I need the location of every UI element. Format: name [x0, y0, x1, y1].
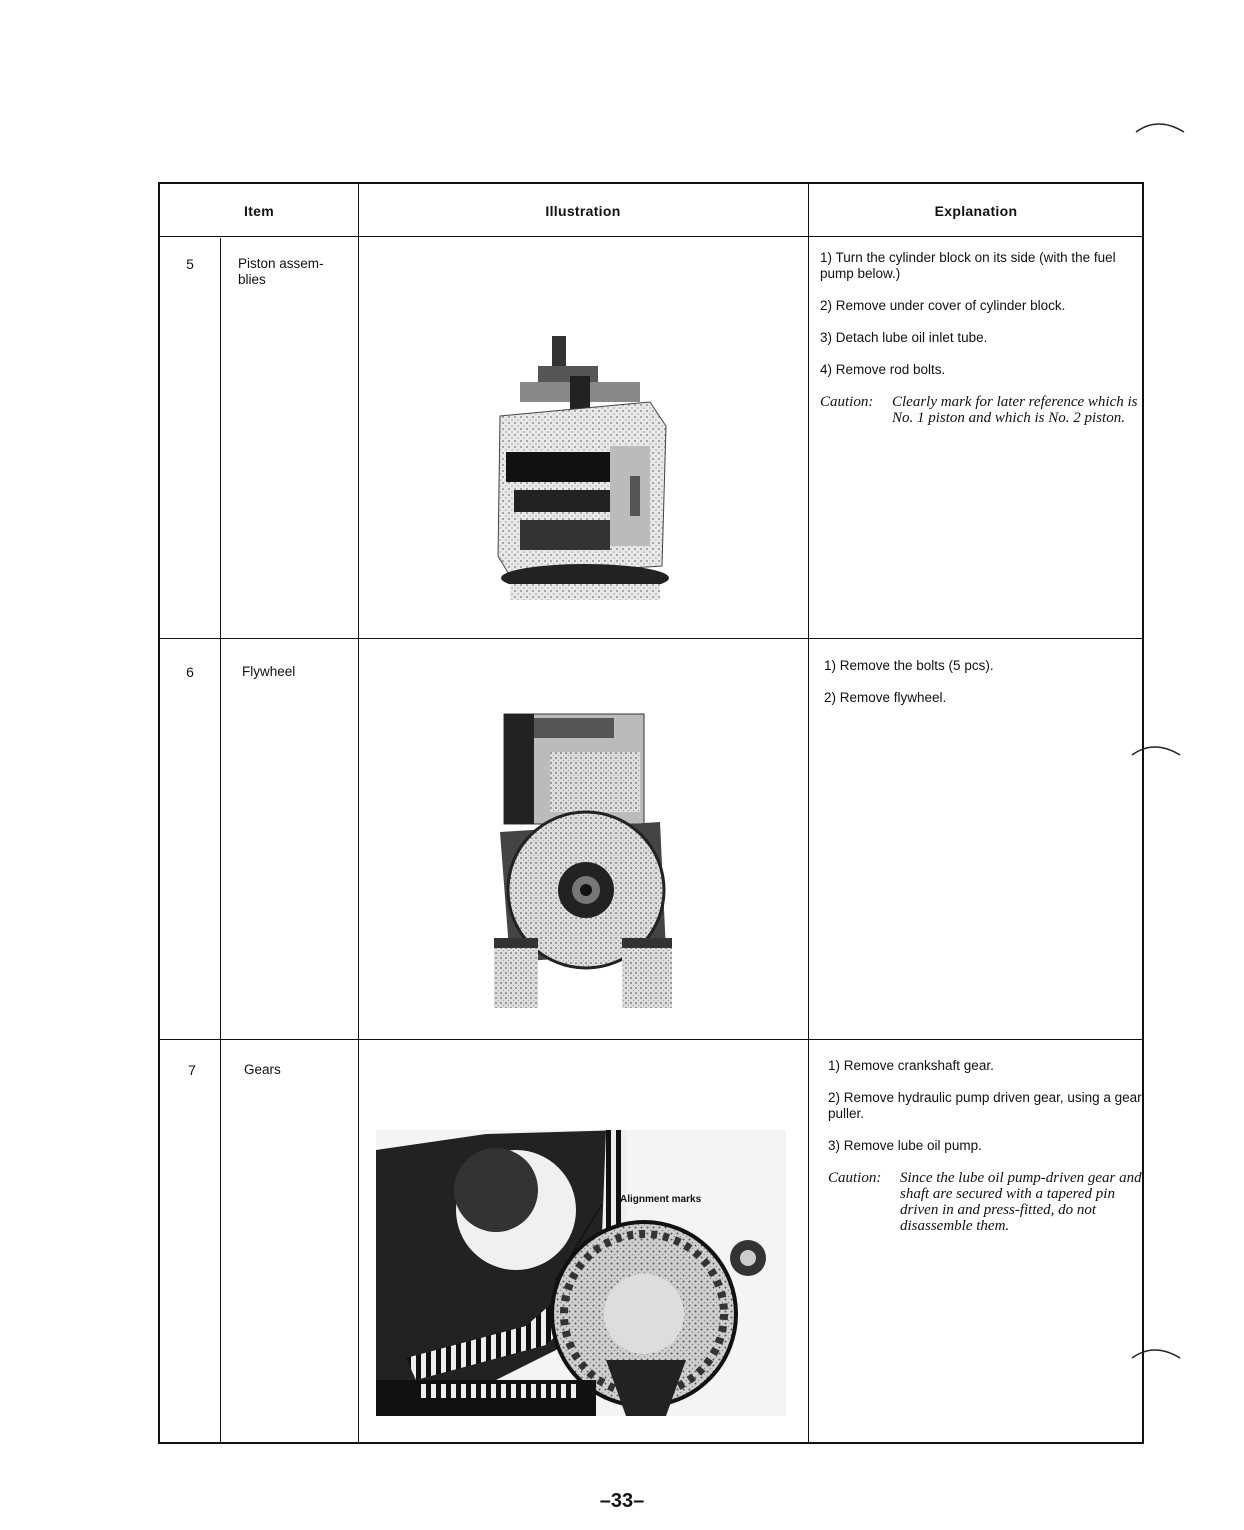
caution-label: Caution:	[828, 1170, 882, 1186]
step: 3) Remove lube oil pump.	[828, 1138, 982, 1153]
binder-mark-icon	[1124, 735, 1194, 775]
alignment-marks-callout: Alignment marks	[620, 1194, 702, 1205]
row-number: 6	[186, 664, 194, 680]
caution-text: Clearly mark for later reference which is No. 1 piston and which is No. 2 piston.	[892, 394, 1138, 426]
step: 1) Turn the cylinder block on its side (with the fuel pump below.)	[820, 250, 1116, 281]
row-divider-1	[160, 638, 1142, 639]
col-divider-illustration-explanation	[808, 184, 809, 1442]
header-illustration: Illustration	[545, 203, 621, 219]
item-name: Flywheel	[242, 664, 296, 679]
row-divider-2	[160, 1039, 1142, 1040]
item-name: Piston assem-blies	[238, 256, 324, 287]
step: 2) Remove flywheel.	[824, 690, 947, 705]
caution-text: Since the lube oil pump-driven gear and shaft are secured with a tapered pin driven in and press-fitted, do not disassemble them.	[900, 1170, 1142, 1234]
row-number: 5	[186, 256, 194, 272]
row-number: 7	[188, 1062, 196, 1078]
step: 2) Remove hydraulic pump driven gear, using a gear puller.	[828, 1090, 1142, 1121]
step: 2) Remove under cover of cylinder block.	[820, 298, 1066, 313]
step: 3) Detach lube oil inlet tube.	[820, 330, 988, 345]
binder-mark-icon	[1124, 1338, 1194, 1378]
item-name: Gears	[244, 1062, 281, 1077]
col-divider-item-illustration	[358, 184, 359, 1442]
binder-mark-icon	[1128, 112, 1198, 152]
header-item: Item	[244, 203, 274, 219]
step: 1) Remove crankshaft gear.	[828, 1058, 994, 1073]
header-explanation: Explanation	[934, 203, 1018, 219]
page-number: –33–	[599, 1490, 645, 1512]
explanation-block	[820, 250, 1142, 426]
engine-block-photo	[490, 326, 690, 606]
caution-note	[820, 394, 1142, 426]
caution-label: Caution:	[820, 394, 874, 410]
caution-note	[828, 1170, 1142, 1234]
step: 4) Remove rod bolts.	[820, 362, 946, 377]
col-divider-number-item	[220, 238, 221, 1442]
flywheel-photo	[490, 712, 680, 1012]
explanation-block	[828, 1058, 1142, 1234]
explanation-block	[824, 658, 1142, 722]
step: 1) Remove the bolts (5 pcs).	[824, 658, 994, 673]
gears-photo	[376, 1130, 800, 1418]
